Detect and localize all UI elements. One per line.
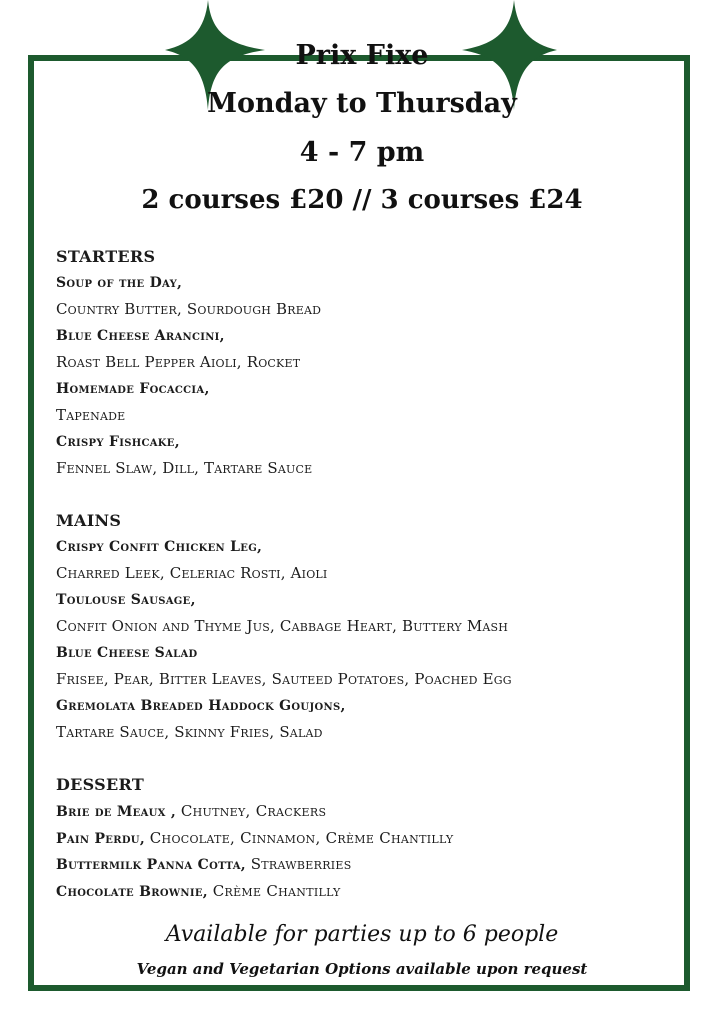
dish-name: Gremolata Breaded Haddock Goujons, [56,698,346,714]
dish-name: Blue Cheese Salad [56,645,198,661]
dish-description: Charred Leek, Celeriac Rosti, Aioli [56,564,328,582]
menu-prices: 2 courses £20 // 3 courses £24 [141,185,583,215]
dish-description: Confit Onion and Thyme Jus, Cabbage Heart, Buttery Mash [56,617,509,635]
dish-name: Crispy Fishcake, [56,434,180,450]
dish-description: Fennel Slaw, Dill, Tartare Sauce [56,459,313,477]
dessert-item [56,851,676,878]
dessert-item [56,825,676,852]
dish-description: Chutney, Crackers [180,802,327,820]
dish-name: Brie de Meaux , [56,804,177,820]
dish-name: Soup of the Day, [56,275,183,291]
menu-days: Monday to Thursday [207,88,517,119]
dish-name: Crispy Confit Chicken Leg, [56,539,263,555]
dish-description: Crème Chantilly [212,881,341,900]
dish-name: Buttermilk Panna Cotta, [56,857,246,873]
section-title-mains: MAINS [56,511,122,530]
dessert-item [56,878,676,905]
dietary-note: Vegan and Vegetarian Options available upon request [136,960,588,978]
dish-description: Country Butter, Sourdough Bread [56,300,322,318]
dish-description: Frisee, Pear, Bitter Leaves, Sauteed Potatoes, Poached Egg [56,670,512,688]
dish-name: Homemade Focaccia, [56,381,210,397]
section-spacer [56,746,676,772]
dish-description: Roast Bell Pepper Aioli, Rocket [56,353,301,371]
section-title-starters: STARTERS [56,247,156,266]
menu-body [56,244,676,904]
dish-description: Tapenade [56,406,126,424]
dish-description: Strawberries [250,855,352,873]
dish-description: Tartare Sauce, Skinny Fries, Salad [56,723,323,741]
dish-name: Chocolate Brownie, [56,883,208,900]
section-spacer [56,482,676,508]
menu-hours: 4 - 7 pm [299,137,425,168]
dish-name: Pain Perdu, [56,830,146,847]
dish-description: Chocolate, Cinnamon, Crème Chantilly [149,828,454,847]
dessert-item [56,798,676,825]
dish-name: Toulouse Sausage, [56,592,196,608]
dish-name: Blue Cheese Arancini, [56,328,225,344]
section-title-dessert: DESSERT [56,775,145,794]
availability-note: Available for parties up to 6 people [165,922,559,947]
menu-title: Prix Fixe [295,40,429,71]
